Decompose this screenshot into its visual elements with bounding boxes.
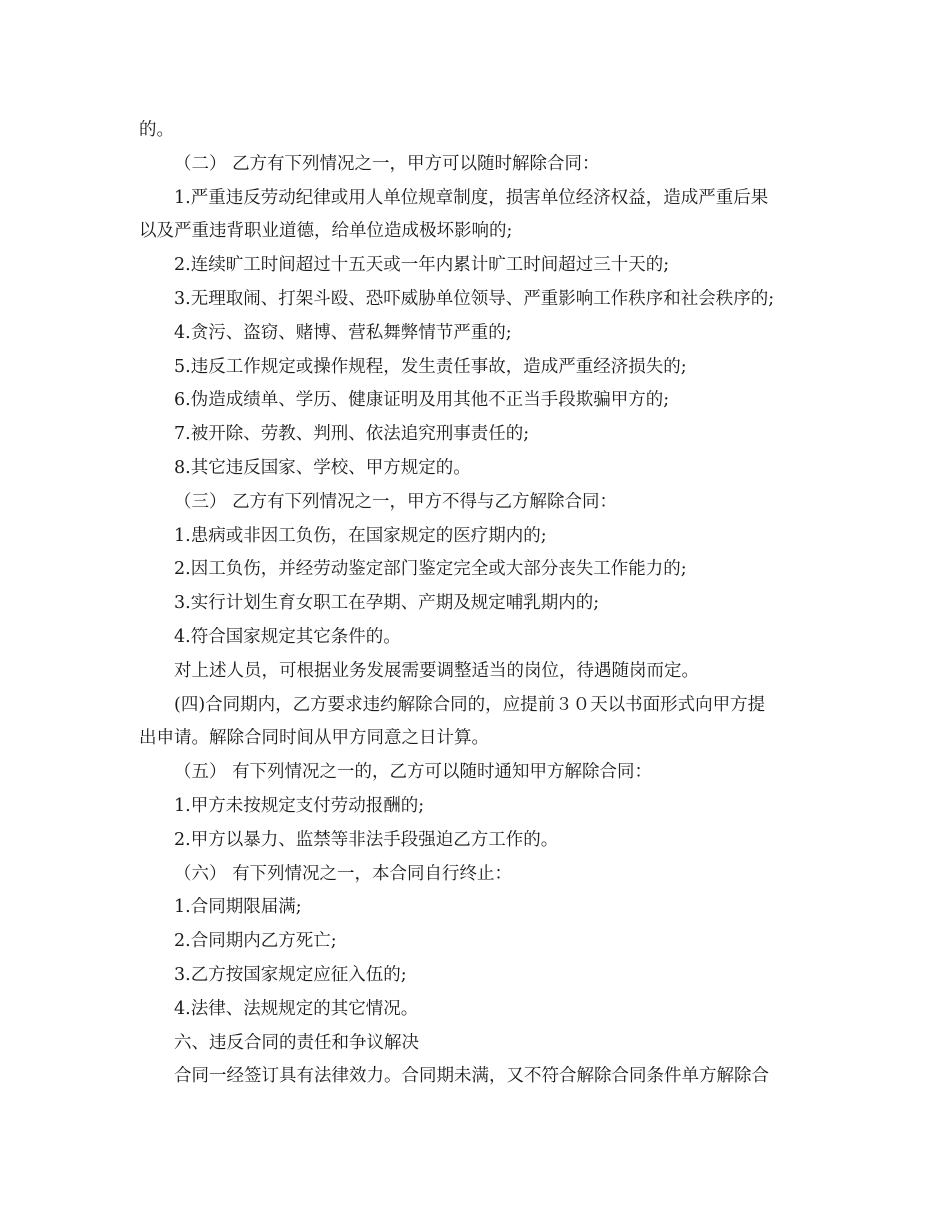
- document-body: [139, 114, 819, 1094]
- text-line: 5.违反工作规定或操作规程，发生责任事故，造成严重经济损失的;: [174, 356, 687, 377]
- text-line: 3.无理取闹、打架斗殴、恐吓威胁单位领导、严重影响工作秩序和社会秩序的;: [174, 288, 775, 309]
- text-line: 对上述人员，可根据业务发展需要调整适当的岗位，待遇随岗而定。: [174, 660, 699, 681]
- text-line: （六） 有下列情况之一，本合同自行终止：: [174, 863, 513, 884]
- text-line: 2.因工负伤，并经劳动鉴定部门鉴定完全或大部分丧失工作能力的;: [174, 559, 687, 580]
- text-line: 3.实行计划生育女职工在孕期、产期及规定哺乳期内的;: [174, 593, 600, 614]
- text-line: 合同一经签订具有法律效力。合同期未满，又不符合解除合同条件单方解除合: [174, 1066, 769, 1087]
- text-line: 2.合同期内乙方死亡;: [174, 931, 337, 952]
- text-line: 2.甲方以暴力、监禁等非法手段强迫乙方工作的。: [174, 829, 559, 850]
- text-line: 6.伪造成绩单、学历、健康证明及用其他不正当手段欺骗甲方的;: [174, 390, 670, 411]
- text-line: 1.患病或非因工负伤，在国家规定的医疗期内的;: [174, 525, 547, 546]
- text-line: 7.被开除、劳教、判刑、依法追究刑事责任的;: [174, 424, 530, 445]
- text-line: 4.法律、法规规定的其它情况。: [174, 998, 419, 1019]
- text-line: 1.严重违反劳动纪律或用人单位规章制度，损害单位经济权益，造成严重后果: [174, 187, 769, 208]
- text-line: (四)合同期内，乙方要求违约解除合同的，应提前３０天以书面形式向甲方提: [174, 694, 766, 715]
- text-line: 3.乙方按国家规定应征入伍的;: [174, 964, 407, 985]
- text-line: 4.贪污、盗窃、赌博、营私舞弊情节严重的;: [174, 322, 512, 343]
- text-line: （二） 乙方有下列情况之一，甲方可以随时解除合同：: [174, 153, 600, 174]
- text-line: 8.其它违反国家、学校、甲方规定的。: [174, 457, 471, 478]
- text-line: 1.甲方未按规定支付劳动报酬的;: [174, 795, 425, 816]
- text-line: 六、违反合同的责任和争议解决: [174, 1032, 419, 1053]
- text-line: 的。: [139, 120, 174, 140]
- text-line: 2.连续旷工时间超过十五天或一年内累计旷工时间超过三十天的;: [174, 255, 670, 276]
- text-line: 以及严重违背职业道德，给单位造成极坏影响的;: [139, 221, 513, 242]
- text-line: 出申请。解除合同时间从甲方同意之日计算。: [139, 728, 489, 749]
- text-line: 1.合同期限届满;: [174, 897, 302, 918]
- text-line: （三） 乙方有下列情况之一，甲方不得与乙方解除合同：: [174, 491, 618, 512]
- text-line: 4.符合国家规定其它条件的。: [174, 626, 401, 647]
- text-line: （五） 有下列情况之一的，乙方可以随时通知甲方解除合同：: [174, 762, 653, 783]
